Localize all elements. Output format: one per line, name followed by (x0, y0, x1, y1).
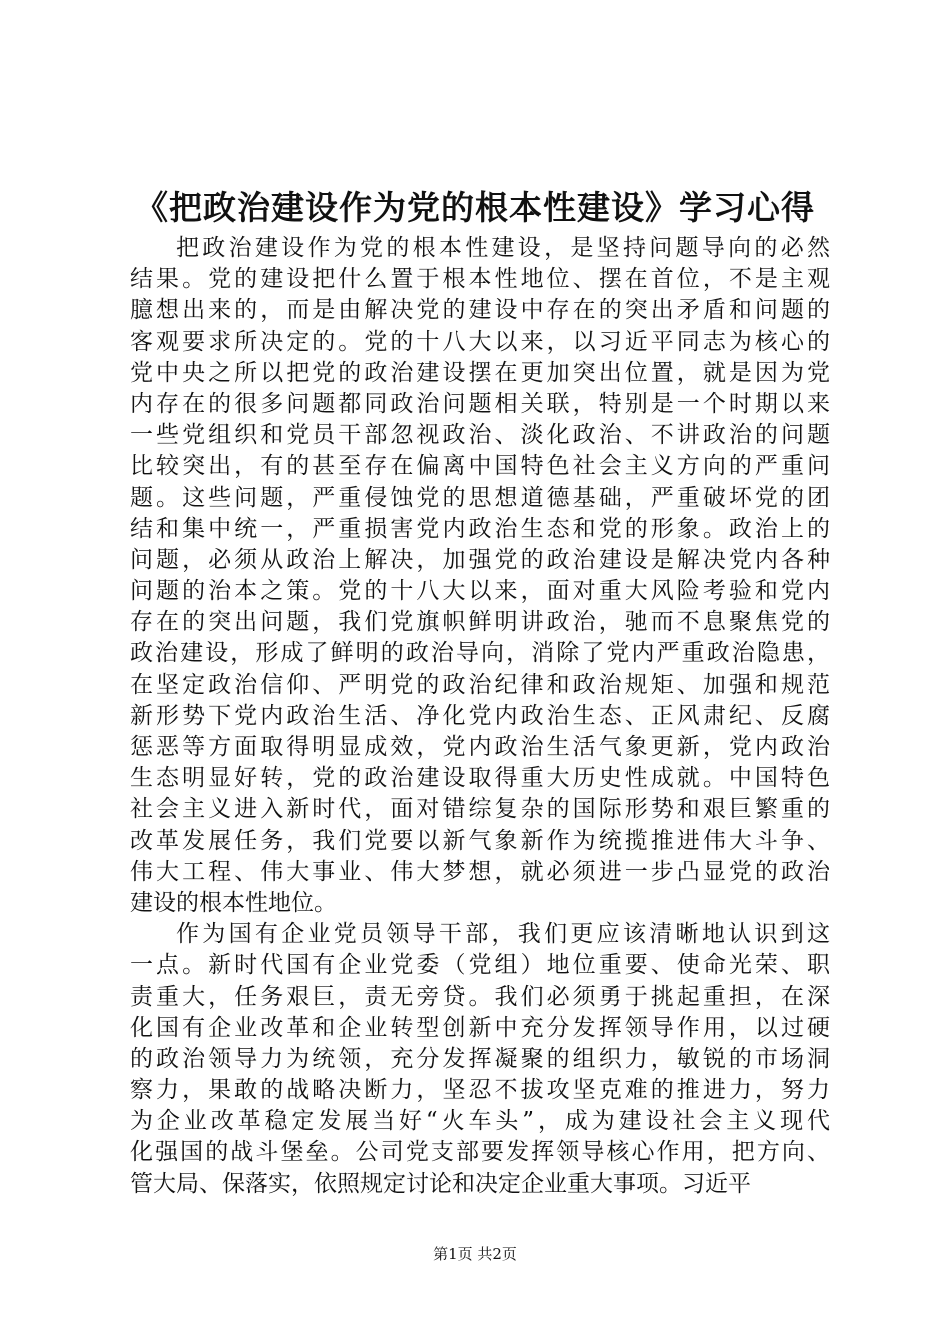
paragraph-line: 比较突出，有的甚至存在偏离中国特色社会主义方向的严重问 (130, 453, 830, 480)
paragraph-line: 生态明显好转，党的政治建设取得重大历史性成就。中国特色 (130, 765, 830, 792)
paragraph-line: 臆想出来的，而是由解决党的建设中存在的突出矛盾和问题的 (130, 297, 830, 324)
paragraph-line: 管大局、保落实，依照规定讨论和决定企业重大事项。习近平 (130, 1170, 751, 1197)
paragraph-line: 改革发展任务，我们党要以新气象新作为统揽推进伟大斗争、 (130, 827, 830, 854)
paragraph-line: 问题，必须从政治上解决，加强党的政治建设是解决党内各种 (130, 546, 830, 573)
document-body (130, 233, 830, 1200)
paragraph-line: 客观要求所决定的。党的十八大以来，以习近平同志为核心的 (130, 328, 830, 355)
paragraph-line: 党中央之所以把党的政治建设摆在更加突出位置，就是因为党 (130, 359, 830, 386)
paragraph-line: 作为国有企业党员领导干部，我们更应该清晰地认识到这 (176, 921, 830, 948)
paragraph-line: 新形势下党内政治生活、净化党内政治生态、正风肃纪、反腐 (130, 702, 830, 729)
paragraph-line: 惩恶等方面取得明显成效，党内政治生活气象更新，党内政治 (130, 734, 830, 760)
paragraph-line: 问题的治本之策。党的十八大以来，面对重大风险考验和党内 (130, 578, 830, 605)
paragraph-line: 题。这些问题，严重侵蚀党的思想道德基础，严重破坏党的团 (130, 484, 830, 511)
document-title: 《把政治建设作为党的根本性建设》学习心得 (135, 188, 815, 227)
paragraph-line: 在坚定政治信仰、严明党的政治纪律和政治规矩、加强和规范 (130, 671, 830, 698)
paragraph-line: 化国有企业改革和企业转型创新中充分发挥领导作用，以过硬 (130, 1014, 830, 1041)
paragraph-line: 内存在的很多问题都同政治问题相关联，特别是一个时期以来 (130, 390, 830, 417)
paragraph-line: 政治建设，形成了鲜明的政治导向，消除了党内严重政治隐患， (130, 640, 830, 667)
paragraph-line: 一点。新时代国有企业党委（党组）地位重要、使命光荣、职 (130, 952, 830, 979)
paragraph-line: 一些党组织和党员干部忽视政治、淡化政治、不讲政治的问题 (130, 422, 830, 449)
paragraph (130, 919, 830, 1200)
paragraph-line: 的政治领导力为统领，充分发挥凝聚的组织力，敏锐的市场洞 (130, 1045, 830, 1072)
paragraph-line: 存在的突出问题，我们党旗帜鲜明讲政治，驰而不息聚焦党的 (130, 609, 830, 636)
paragraph-line: 察力，果敢的战略决断力，坚忍不拔攻坚克难的推进力，努力 (130, 1077, 830, 1104)
paragraph (130, 233, 830, 919)
paragraph-line: 化强国的战斗堡垒。公司党支部要发挥领导核心作用，把方向、 (130, 1139, 830, 1166)
page-footer: 第1页 共2页 (433, 1245, 517, 1263)
paragraph-line: 社会主义进入新时代，面对错综复杂的国际形势和艰巨繁重的 (130, 796, 830, 823)
paragraph-line: 结和集中统一，严重损害党内政治生态和党的形象。政治上的 (130, 515, 830, 542)
paragraph-line: 伟大工程、伟大事业、伟大梦想，就必须进一步凸显党的政治 (130, 858, 830, 885)
paragraph-line: 把政治建设作为党的根本性建设，是坚持问题导向的必然 (176, 235, 830, 261)
paragraph-line: 建设的根本性地位。 (130, 889, 337, 916)
paragraph-line: 为企业改革稳定发展当好“火车头”，成为建设社会主义现代 (130, 1108, 830, 1135)
paragraph-line: 责重大，任务艰巨，责无旁贷。我们必须勇于挑起重担，在深 (130, 983, 830, 1010)
paragraph-line: 结果。党的建设把什么置于根本性地位、摆在首位，不是主观 (130, 266, 830, 293)
